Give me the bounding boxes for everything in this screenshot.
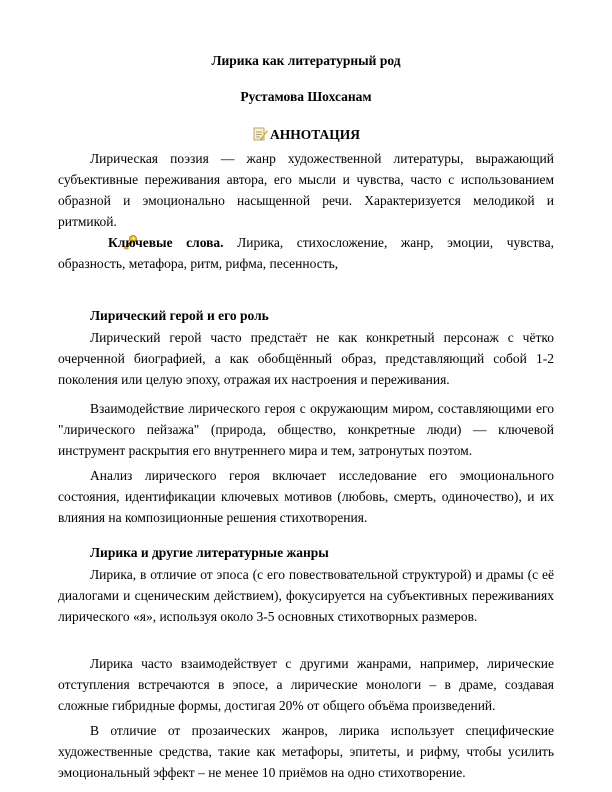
memo-icon — [252, 126, 268, 142]
section2-paragraph-1: Лирика, в отличие от эпоса (с его повествовательной структурой) и драмы (с её диалогами и сценическим действием), фокусируется на субъективных переживаниях лирического «я», используя около 3-5 основных стихотворных размеров. — [58, 567, 554, 624]
section1-paragraph-1: Лирический герой часто предстаёт не как конкретный персонаж с чётко очерченной биографией, а как обобщённый образ, представляющий собой 1-2 поколения или целую эпоху, отражая их настроения и переживания. — [58, 330, 554, 387]
section1-paragraph-3: Анализ лирического героя включает исследование его эмоционального состояния, идентификации ключевых мотивов (любовь, смерть, одиночество), и их влияния на композиционные решения стихотворения. — [58, 468, 554, 525]
paper-title: Лирика как литературный род — [211, 53, 401, 68]
section2-heading: Лирика и другие литературные жанры — [90, 545, 329, 560]
keywords-paragraph — [58, 232, 554, 274]
section1-paragraph-2: Взаимодействие лирического героя с окружающим миром, составляющими его "лирического пейзажа" (природа, общество, конкретные люди) — ключевой инструмент раскрытия его внутреннего мира и тем, затронутых поэтом. — [58, 401, 554, 458]
keywords-label: Ключевые слова. — [108, 235, 224, 250]
section1-heading: Лирический герой и его роль — [90, 308, 269, 323]
keywords-text: Лирика, стихосложение, жанр, эмоции, чувства, образность, метафора, ритм, рифма, песенность, — [58, 235, 554, 271]
key-icon — [90, 234, 106, 250]
annotation-heading: АННОТАЦИЯ — [269, 127, 361, 142]
annotation-heading-row — [0, 126, 612, 143]
section2-paragraph-2: Лирика часто взаимодействует с другими жанрами, например, лирические отступления встречаются в эпосе, а лирические монологи – в драме, создавая сложные гибридные формы, достигая 20% от общего объёма произведений. — [58, 656, 554, 713]
section2-paragraph-3: В отличие от прозаических жанров, лирика использует специфические художественные средства, такие как метафоры, эпитеты, и рифму, чтобы усилить эмоциональный эффект – не менее 10 приёмов на одно стихотворение. — [58, 723, 554, 780]
author-name: Рустамова Шохсанам — [240, 89, 372, 104]
annotation-text: Лирическая поэзия — жанр художественной литературы, выражающий субъективные переживания автора, его мысли и чувства, часто с использованием образной и эмоционально насыщенной речи. Характеризуется мелодикой и ритмикой. — [58, 151, 554, 229]
